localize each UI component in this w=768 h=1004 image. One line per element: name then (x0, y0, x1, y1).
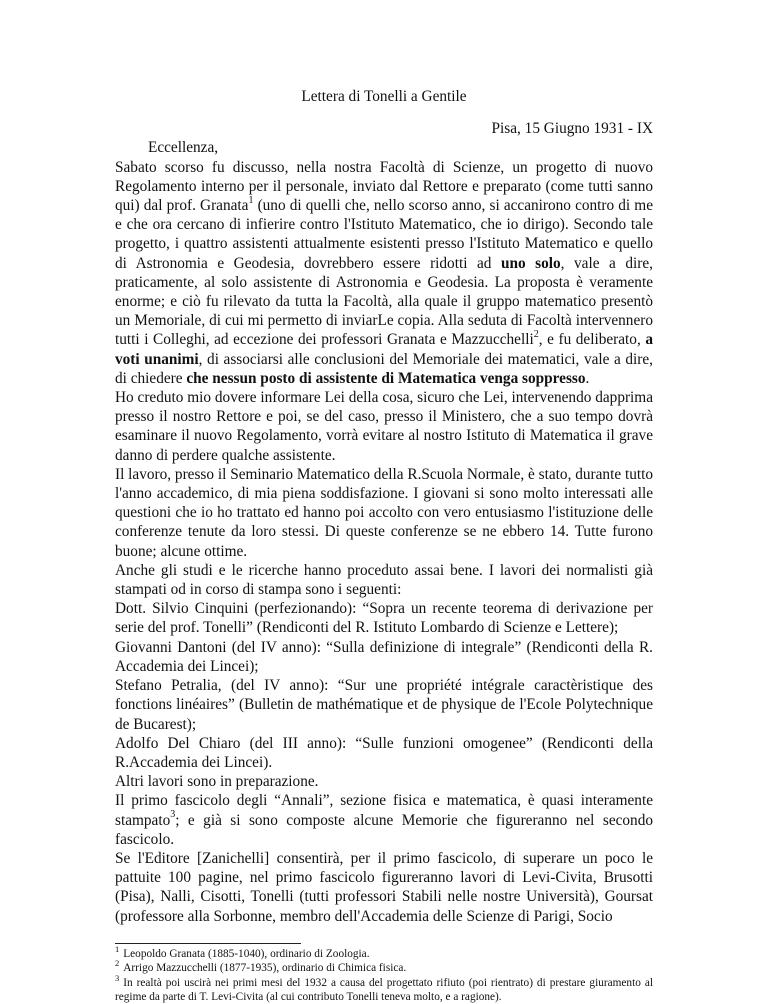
footnote-text: Leopoldo Granata (1885-1040), ordinario di Zoologia. (123, 947, 370, 960)
emphasis-voti-unanimi: a voti unanimi (115, 331, 653, 368)
footnote-text: Arrigo Mazzucchelli (1877-1935), ordinario di Chimica fisica. (123, 962, 407, 975)
footnote-number: 2 (115, 958, 120, 969)
paragraph-3: Il lavoro, presso il Seminario Matematico della R.Scuola Normale, è stato, durante tutto l'anno accademico, di mia piena soddisfazione. I giovani si sono molto interessati alle questioni che io ho trattato ed hanno poi accolto con vero entusiasmo l'istituzione delle conferenze tenute da loro stessi. Di queste conferenze se ne ebbero 14. Tutte furono buone; alcune ottime. (115, 465, 653, 560)
emphasis-uno-solo: uno solo (500, 254, 561, 272)
publication-dantoni: Giovanni Dantoni (del IV anno): “Sulla definizione di integrale” (Rendiconti della R. Accademia dei Lincei); (115, 638, 653, 675)
publication-cinquini: Dott. Silvio Cinquini (perfezionando): “Sopra un recente teorema di derivazione per serie del prof. Tonelli” (Rendiconti del R. Istituto Lombardo di Scienze e Lettere); (115, 600, 653, 637)
paragraph-10: Il primo fascicolo degli “Annali”, sezione fisica e matematica, è quasi interamente stampato$^3$; e già si sono composte alcune Memorie che figureranno nel secondo fascicolo. (115, 792, 653, 848)
paragraph-2: Ho creduto mio dovere informare Lei della cosa, sicuro che Lei, intervenendo dapprima presso il nostro Rettore e poi, se del caso, presso il Ministero, che a suo tempo dovrà esaminare il nuovo Regolamento, vorrà evitare al nostro Istituto di Matematica il grave danno di perdere qualche assistente. (115, 389, 653, 464)
footnote-ref-2[interactable]: 2 (533, 329, 539, 341)
publication-del-chiaro: Adolfo Del Chiaro (del III anno): “Sulle funzioni omogenee” (Rendiconti della R.Accademia dei Lincei). (115, 734, 653, 771)
paragraph-1: Sabato scorso fu discusso, nella nostra Facoltà di Scienze, un progetto di nuovo Regolamento interno per il personale, inviato dal Rettore e preparato (come tutti sanno qui) dal prof. Granata$^1$ (uno di quelli che, nello scorso anno, si accanirono contro di me e che ora cercano di infierire contro l'Istituto Matematico, che io dirigo). Secondo tale progetto, i quattro assistenti attualmente esistenti presso l'Istituto Matematico e quello di Astronomia e Geodesia, dovrebbero essere ridotti ad uno solo, vale a dire, praticamente, al solo assistente di Astronomia e Geodesia. La proposta è veramente enorme; e ciò fu rilevato da tutta la Facoltà, alla quale il gruppo matematico presentò un Memoriale, di cui mi permetto di inviarLe copia. Alla seduta di Facoltà intervennero tutti i Colleghi, ad eccezione dei professori Granata e Mazzucchelli$^2$, e fu deliberato, a voti unanimi, di associarsi alle conclusioni del Memoriale dei matematici, vale a dire, di chiedere che nessun posto di assistente di Matematica venga soppresso. (115, 158, 653, 387)
footnote-number: 3 (115, 972, 120, 983)
salutation: Eccellenza, (148, 139, 219, 157)
paragraph-11: Se l'Editore [Zanichelli] consentirà, per il primo fascicolo, di superare un poco le pattuite 100 pagine, nel primo fascicolo figureranno lavori di Levi-Civita, Brusotti (Pisa), Nalli, Cisotti, Tonelli (tutti professori Stabili nelle nostre Università), Goursat (professore alla Sorbonne, membro dell'Accademia delle Scienze di Parigi, Socio (115, 849, 653, 925)
footnote-number: 1 (115, 943, 120, 954)
emphasis-nessun-posto: che nessun posto di assistente di Matematica venga soppresso (186, 369, 586, 387)
footnote-3 (115, 972, 653, 1004)
footnote-2 (115, 958, 653, 975)
letter-page (115, 80, 653, 1004)
letter-title: Lettera di Tonelli a Gentile (301, 88, 467, 105)
footnote-divider (115, 943, 301, 944)
paragraph-4: Anche gli studi e le ricerche hanno proceduto assai bene. I lavori dei normalisti già stampati od in corso di stampa sono i seguenti: (115, 561, 653, 599)
footnote-ref-1[interactable]: 1 (248, 194, 254, 206)
paragraph-9: Altri lavori sono in preparazione. (115, 773, 319, 791)
footnote-text: In realtà poi uscirà nei primi mesi del 1932 a causa del progettato rifiuto (poi rientrato) di prestare giuramento al regime da parte di T. Levi-Civita (al cui contributo Tonelli teneva molto, e a ragione). (115, 976, 653, 1003)
footnote-1 (115, 943, 653, 961)
place-date: Pisa, 15 Giugno 1931 - IX (491, 120, 653, 138)
publication-petralia: Stefano Petralia, (del IV anno): “Sur une propriété intégrale caractèristique des fonctions linéaires” (Bulletin de mathématique et de physique de l'Ecole Polytechnique de Bucarest); (115, 677, 653, 733)
footnote-ref-3[interactable]: 3 (170, 809, 176, 821)
